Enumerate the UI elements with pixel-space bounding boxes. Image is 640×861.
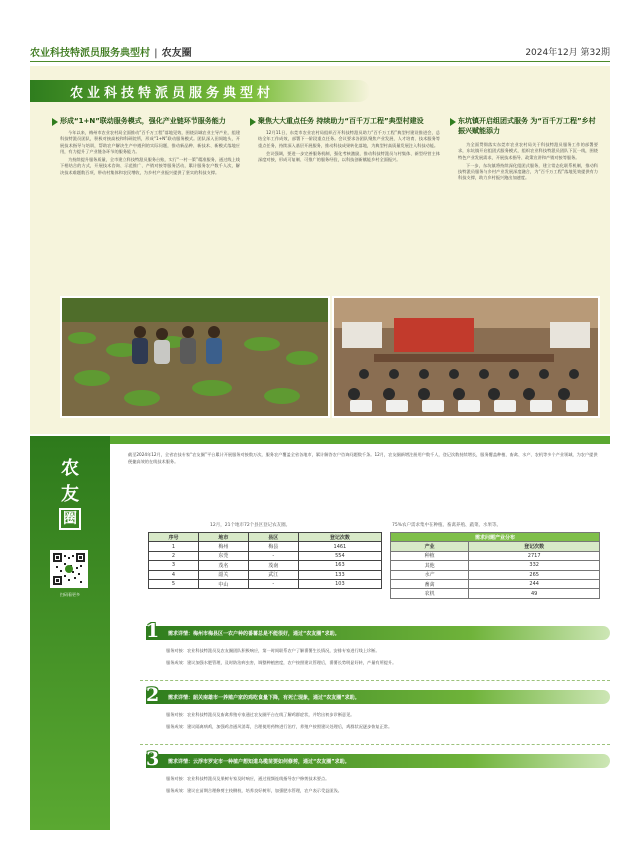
col2-paragraph: 会议强调，要进一步完善服务机制，强化考核激励，推动科技特派员与村集体、新型经营主体深度对接，形成可复制、可推广的服务经验，以科技创新赋能乡村全面振兴。 — [258, 150, 440, 163]
col2-paragraph: 12月11日，东莞市农业农村局组织召开科技特派员助力“百千万工程”典型村建设推进会，总结全年工作成效，部署下一阶段重点任务。会议要求各团队聚焦产业发展、人才培育、技术服务等重点任务，持续深入基层开展服务，推动科技成果转化落地，为典型村高质量发展注入科技动能。 — [258, 130, 440, 148]
table-cell: 1 — [149, 542, 199, 551]
header-issue: 2024年12月 第32期 — [525, 48, 610, 58]
triangle-icon — [52, 118, 58, 126]
table-header-cell: 登记次数 — [469, 542, 600, 551]
table-cell: 畜禽 — [391, 579, 469, 588]
story-3-line: 服务对接：农业科技特派员及果树专家及时响应，通过视频连线指导农户修剪技术要点。 — [166, 776, 330, 781]
table-cell: 东莞 — [198, 551, 248, 560]
table-header-row — [391, 542, 600, 551]
table-row — [149, 542, 382, 551]
table-cell: 中山 — [198, 579, 248, 588]
table2-title: 需求问题产业分布 — [391, 533, 600, 542]
table2-caption: 75%农户需求集中在种植、畜禽养殖、蔬菜、水果等。 — [392, 523, 501, 528]
feature-section — [30, 66, 610, 434]
table-cell: 水产 — [391, 570, 469, 579]
table-row — [391, 561, 600, 570]
field-photo-illustration — [62, 298, 328, 416]
table-cell: 265 — [469, 570, 600, 579]
triangle-icon — [450, 118, 456, 126]
table-cell: 3 — [149, 561, 199, 570]
qr-caption: 扫码看更多 — [60, 592, 80, 597]
table-row — [149, 579, 382, 588]
table-row — [149, 570, 382, 579]
table-cell: 133 — [298, 570, 381, 579]
table-cell: 2 — [149, 551, 199, 560]
qr-code[interactable] — [50, 550, 88, 588]
col3-paragraph: 为全面贯彻落实东莞市农业农村局关于科技特派员服务工作的部署要求，东坑镇开启组团式服务模式，组织农业科技特派员团队下沉一线，围绕特色产业发展需求，开展技术指导、政策宣讲和产销对接等服务。 — [458, 142, 598, 160]
table-cell: 4 — [149, 570, 199, 579]
meeting-photo-illustration — [334, 298, 598, 416]
table-row — [391, 589, 600, 598]
table-header-cell: 登记次数 — [298, 533, 381, 542]
table1-caption: 12月，21个地市72个县区登记农友圈。 — [210, 523, 291, 528]
story-2-line: 服务对接：农业科技特派员及畜禽养殖专家通过农友圈平台在线了解鸡群症状，并给出初步诊断意见。 — [166, 712, 355, 717]
table-header-cell: 地市 — [198, 533, 248, 542]
table-cell: 种植 — [391, 551, 469, 560]
side-title-char: 圈 — [59, 508, 81, 530]
table-cell: - — [248, 579, 298, 588]
col1-paragraph: 为持续提升服务质量，全市建立科技特派员服务台账，实行“一村一策”精准服务，通过线上线下相结合的方式，开展技术咨询、示范推广、产销对接等服务活动，累计服务农户数千人次，解决技术难题数百项，带动村集体和农民增收，为乡村产业振兴提供了坚实的科技支撑。 — [60, 157, 240, 175]
table-cell: 49 — [469, 589, 600, 598]
story-divider — [140, 680, 610, 681]
side-title-char: 农 — [61, 458, 79, 479]
table-cell: 梅州 — [198, 542, 248, 551]
col3-title: 东坑镇开启组团式服务 为“百千万工程”乡村振兴赋能添力 — [458, 117, 596, 135]
story-2-number: 2 — [146, 684, 160, 706]
col2-title: 聚焦大大重点任务 持续助力“百千万工程”典型村建设 — [258, 117, 424, 125]
table-row — [391, 570, 600, 579]
story-1-line: 服务对接：农业科技特派员及农友圈团队积极响应，第一时间联系农户了解番薯生长情况，安排专家进行线上诊断。 — [166, 648, 380, 653]
intro-text: 截至2024年12月，全省农技专家“农友圈”平台累计开展服务对接数万次，服务农户覆盖全省各地市，累计解答农户咨询问题数千条。12月，农友圈新增注册用户数千人，登记次数持续增长，服务覆盖种植、畜禽、水产、农机等多个产业领域，为农户提供便捷高效的在线技术服务。 — [128, 452, 598, 464]
table-cell: 梅县 — [248, 542, 298, 551]
page-header — [30, 42, 610, 62]
feature-banner-title: 农业科技特派员服务典型村 — [70, 86, 275, 101]
table-cell: - — [248, 551, 298, 560]
table-cell: 163 — [298, 561, 381, 570]
qr-code-icon — [53, 553, 85, 585]
side-title-char: 友 — [61, 484, 79, 505]
table-cell: 韶关 — [198, 570, 248, 579]
table-cell: 武江 — [248, 570, 298, 579]
table-cell: 244 — [469, 579, 600, 588]
story-3-number: 3 — [146, 748, 160, 770]
table-cell: 茂名 — [198, 561, 248, 570]
story-1-title: 需求详情：梅州市梅县区一农户种的番薯总是不能很好，通过“农友圈”求助。 — [168, 631, 340, 637]
industry-distribution-table — [390, 532, 600, 599]
col2-body — [258, 130, 440, 212]
photo-meeting — [332, 296, 600, 418]
col3-paragraph: 下一步，东坑镇将持续深化组团式服务，建立常态化联系机制，推动科技特派员服务与乡村产业发展深度融合，为“百千万工程”落地见效提供有力科技支撑，助力乡村振兴跑出加速度。 — [458, 162, 598, 181]
photo-field-visit — [60, 296, 330, 418]
table-header-cell: 县区 — [248, 533, 298, 542]
story-3-line: 服务成效：建议在苗期合理修剪主枝侧枝，培养良好树形，加强肥水管理，农户表示受益匪浅。 — [166, 788, 342, 793]
table-header-cell: 产业 — [391, 542, 469, 551]
story-1-line: 服务成效：建议加强水肥管理，及时防治病虫害，调整种植密度，农户按照建议管理后，番薯长势明显好转，产量有所提升。 — [166, 660, 397, 665]
header-left: 农业科技特派员服务典型村 | 农友圈 — [30, 48, 192, 59]
table-cell: 103 — [298, 579, 381, 588]
col3-body — [458, 142, 598, 292]
table-title-row — [391, 533, 600, 542]
story-3-title: 需求详情：云浮市罗定市一种植户想知道乌榄苗要如何修剪，通过“农友圈”求助。 — [168, 759, 350, 765]
story-2-title: 需求详情：韶关南雄市一养殖户家的鸡吃食量下降，有死亡现象，通过“农友圈”求助。 — [168, 695, 360, 701]
col1-body — [60, 130, 240, 226]
col1-title: 形成“1+N”联动服务模式，强化产业链环节服务能力 — [60, 117, 226, 125]
table-row — [391, 579, 600, 588]
table-row — [391, 551, 600, 560]
story-1-number: 1 — [146, 620, 160, 642]
table-cell: 其他 — [391, 561, 469, 570]
table-row — [149, 551, 382, 560]
table-cell: 332 — [469, 561, 600, 570]
table-cell: 农机 — [391, 589, 469, 598]
table-cell: 2717 — [469, 551, 600, 560]
story-divider — [140, 744, 610, 745]
table-header-cell: 序号 — [149, 533, 199, 542]
header-section-title: 农业科技特派员服务典型村 — [30, 48, 150, 59]
table-cell: 1461 — [298, 542, 381, 551]
section-top-band — [110, 436, 610, 444]
story-2-line: 服务成效：建议隔离病鸡，加强鸡舍通风消毒，合理使用药物进行治疗，养殖户按照建议处理后，鸡群状况逐步恢复正常。 — [166, 724, 393, 729]
table-cell: 554 — [298, 551, 381, 560]
feature-banner — [30, 80, 370, 102]
table-cell: 茂南 — [248, 561, 298, 570]
table-row — [149, 561, 382, 570]
header-column-name: 农友圈 — [161, 48, 192, 59]
col1-paragraph: 今年以来，梅州市农业农村局全面推动“百千万工程”落地见效，围绕县域农业主导产业，组建科技特派员团队，积极对接高校和科研院所，形成“1+N”联动服务模式。团队深入田间地头，开展技术指导与培训，帮助农户解决生产中遇到的实际问题，推动新品种、新技术、新模式落地应用，有力提升了产业链各环节的服务能力。 — [60, 130, 240, 154]
registration-table — [148, 532, 382, 589]
triangle-icon — [250, 118, 256, 126]
table-header-row — [149, 533, 382, 542]
section-sidebar — [30, 436, 110, 830]
table-cell: 5 — [149, 579, 199, 588]
